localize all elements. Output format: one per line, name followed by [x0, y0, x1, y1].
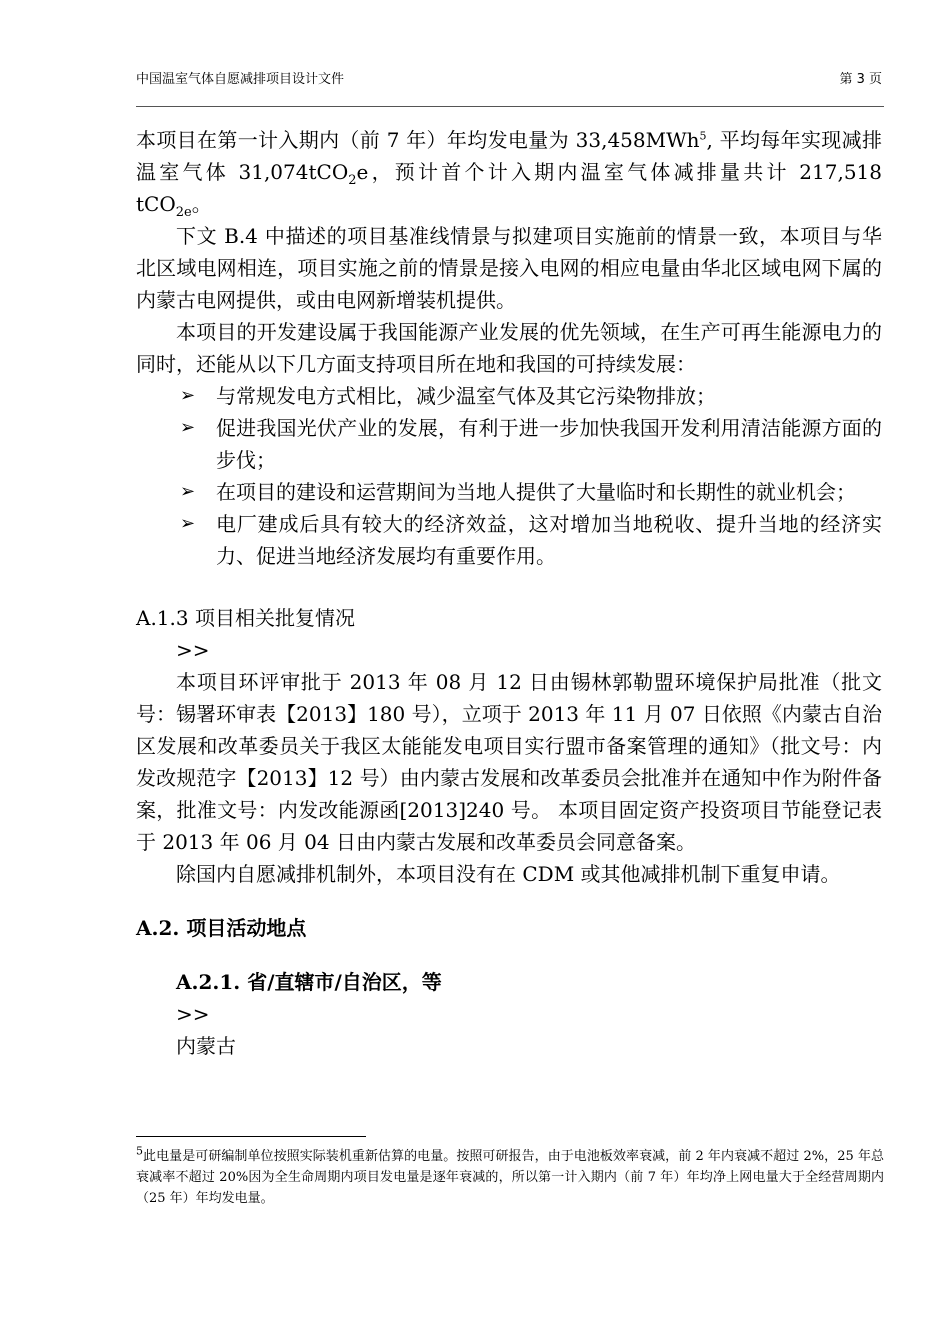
approval-paragraph: 本项目环评审批于 2013 年 08 月 12 日由锡林郭勒盟环境保护局批准（批文号：锡署环审表【2013】180 号），立项于 2013 年 11 月 07 日依照《内蒙古自治区发展和改革委员关于我区太能能发电项目实行盟市备案管理的通知》（批文号：内发改规范字【2013】12 号）由内蒙古发展和改革委员会批准并在通知中作为附件备案，批准文号：内发改能源函[2013]240 号。 本项目固定资产投资项目节能登记表于 2013 年 06 月 04 日由内蒙古发展和改革委员会同意备案。: [136, 670, 882, 854]
page-header: [136, 68, 882, 87]
list-item: ➢ 与常规发电方式相比，减少温室气体及其它污染物排放；: [136, 380, 882, 412]
arrow-bullet-icon: ➢: [180, 513, 196, 534]
page-number: 第 3 页: [839, 72, 882, 87]
document-body: [136, 124, 882, 1062]
list-item: ➢ 电厂建成后具有较大的经济效益，这对增加当地税收、提升当地的经济实力、促进当地经济发展均有重要作用。: [136, 508, 882, 572]
document-title: 中国温室气体自愿减排项目设计文件: [136, 72, 345, 87]
list-item: ➢ 在项目的建设和运营期间为当地人提供了大量临时和长期性的就业机会；: [136, 476, 882, 508]
location-value: 内蒙古: [176, 1034, 236, 1058]
section-a13-marker: >>: [176, 638, 210, 662]
section-a21-title: A.2.1. 省/直辖市/自治区，等: [176, 970, 442, 994]
footnote-ref[interactable]: 5: [699, 129, 707, 143]
header-divider: [136, 106, 884, 107]
section-a21-marker: >>: [176, 1002, 210, 1026]
intro-paragraph-1: 本项目在第一计入期内（前 7 年）年均发电量为 33,458MWh$^5$, 平均每年实现减排温室气体 31,074tCO$_2$e，预计首个计入期内温室气体减排量共计 217,518 tCO$_{2e}$。: [136, 128, 883, 220]
arrow-bullet-icon: ➢: [180, 417, 196, 438]
registration-paragraph: 除国内自愿减排机制外，本项目没有在 CDM 或其他减排机制下重复申请。: [176, 862, 841, 886]
footnote-text: 此电量是可研编制单位按照实际装机重新估算的电量。按照可研报告，由于电池板效率衰减，前 2 年内衰减不超过 2%，25 年总衰减率不超过 20%因为全生命周期内项目发电量是逐年衰减的，所以第一计入期内（前 7 年）年均净上网电量大于全经营周期内（25 年）年均发电量。: [136, 1149, 884, 1206]
footnote-divider: [136, 1136, 366, 1137]
arrow-bullet-icon: ➢: [180, 481, 196, 502]
intro-paragraph-3: 本项目的开发建设属于我国能源产业发展的优先领域，在生产可再生能源电力的同时，还能从以下几方面支持项目所在地和我国的可持续发展：: [136, 320, 882, 376]
list-item: ➢ 促进我国光伏产业的发展，有利于进一步加快我国开发利用清洁能源方面的步伐；: [136, 412, 882, 476]
footnote-number: 5: [136, 1144, 143, 1158]
benefit-list: [136, 380, 882, 572]
footnote: [136, 1146, 884, 1209]
intro-paragraph-2: 下文 B.4 中描述的项目基准线情景与拟建项目实施前的情景一致，本项目与华北区域电网相连，项目实施之前的情景是接入电网的相应电量由华北区域电网下属的内蒙古电网提供，或由电网新增装机提供。: [136, 224, 882, 312]
section-a2-title: A.2. 项目活动地点: [136, 916, 307, 940]
arrow-bullet-icon: ➢: [180, 385, 196, 406]
section-a13-title: A.1.3 项目相关批复情况: [136, 606, 355, 630]
